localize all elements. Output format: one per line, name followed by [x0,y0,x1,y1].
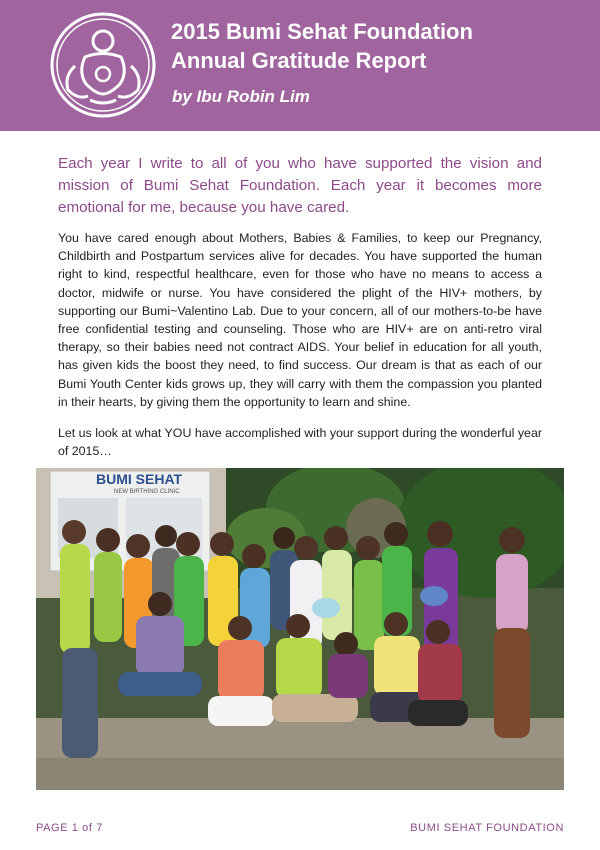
body-paragraph: Let us look at what YOU have accomplished with your support during the wonderful year of 2015… [58,426,542,459]
author-byline: by Ibu Robin Lim [172,87,310,106]
body-paragraph: You have cared enough about Mothers, Babies & Families, to keep our Pregnancy, Childbirth and Postpartum services alive for decades. You have supported the human right to kind, respectful healthcare, even for those who have no means to access a doctor, midwife or nurse. You have considered the plight of the HIV+ mothers, by supporting our Bumi~Valentino Lab. Due to your concern, all of our mothers-to-be have free confidential testing and counseling. Those who are HIV+ are on anti-retro viral therapy, so their babies need not contract AIDS. Your belief in education for all youth, has given kids the boost they need, to find success. Our dream is that as each of our Bumi Youth Center kids grows up, they will carry with them the compassion you planted in their hearts, by giving them the opportunity to learn and shine. [58,231,542,409]
title-line-1: 2015 Bumi Sehat Foundation [171,19,473,44]
title-line-2: Annual Gratitude Report [171,48,427,73]
group-photo-illustration [36,468,564,790]
sign-subtitle: NEW BIRTHING CLINIC [114,489,180,495]
mother-and-baby-logo-icon [48,10,158,120]
page-number: PAGE 1 of 7 [36,822,103,834]
header-banner [0,0,600,131]
report-title [171,17,591,75]
footer-organization: BUMI SEHAT FOUNDATION [410,822,564,834]
sign-title: BUMI SEHAT [96,471,183,487]
lead-paragraph: Each year I write to all of you who have supported the vision and mission of Bumi Sehat Foundation. Each year it becomes more emotional for me, because you have cared. [58,155,542,216]
group-photo [36,468,564,790]
